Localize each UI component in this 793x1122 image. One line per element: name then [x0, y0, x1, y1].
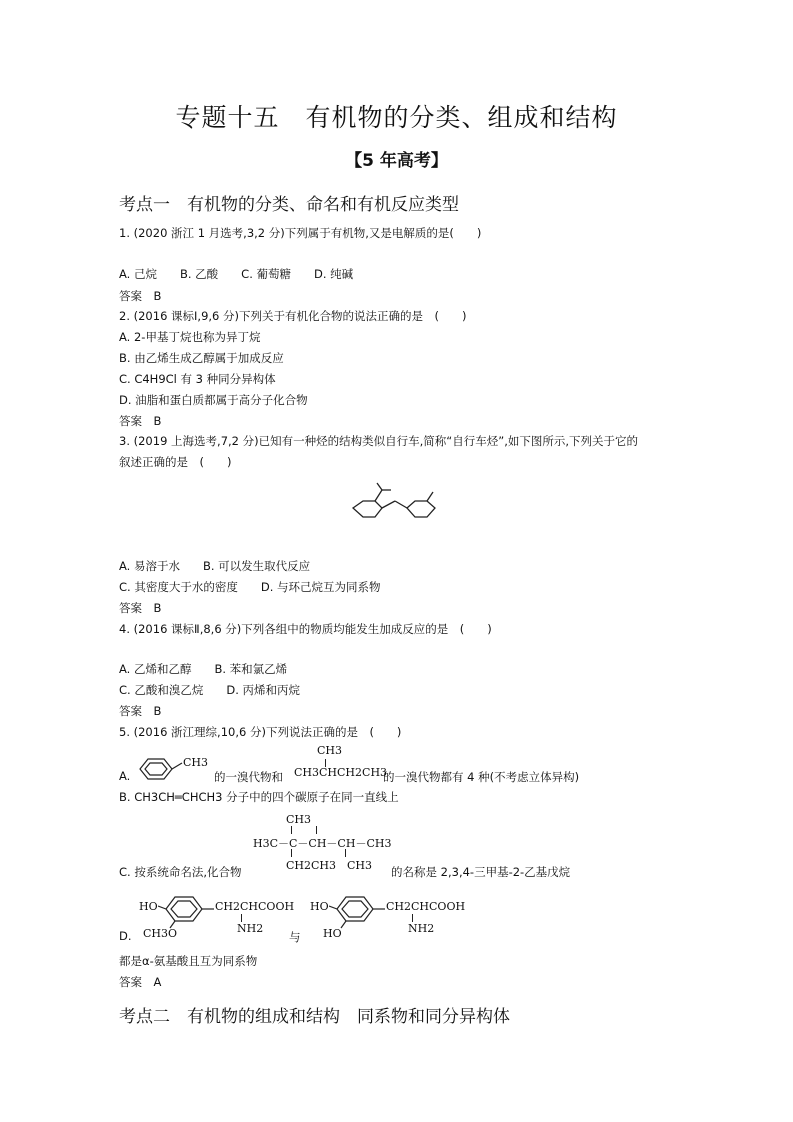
q5-d1-chain: CH2CHCOOH	[215, 900, 295, 913]
page-subtitle: 【5 年高考】	[345, 151, 448, 171]
q5-a-label: A.	[119, 769, 131, 783]
q2-option-a: A. 2-甲基丁烷也称为异丁烷	[119, 330, 261, 344]
q5-d2-chain: CH2CHCOOH	[386, 900, 466, 913]
q3-stem-line2: 叙述正确的是 ( )	[119, 455, 232, 469]
q1-options: A. 己烷 B. 乙酸 C. 葡萄糖 D. 纯碱	[119, 267, 354, 281]
q5-d2-bond	[412, 914, 414, 922]
right-ring	[407, 501, 435, 517]
q5-d-end: 都是α-氨基酸且互为同系物	[119, 954, 258, 968]
q5-d1-nh2: NH2	[237, 922, 264, 935]
section-heading-2: 考点二 有机物的组成和结构 同系物和同分异构体	[119, 1007, 510, 1027]
q5-c-bond-4	[345, 849, 347, 857]
toluene-ch3-label: CH3	[183, 756, 209, 769]
q5-a-chain-top: CH3	[317, 744, 343, 757]
toluene-structure	[134, 754, 212, 784]
q5-d-with: 与	[289, 930, 301, 944]
q5-c-formula-line2: H3C－C－CH－CH－CH3	[253, 837, 392, 850]
q5-c-bond-2	[316, 826, 318, 834]
page-title: 专题十五 有机物的分类、组成和结构	[175, 103, 618, 132]
q3-stem-line1: 3. (2019 上海选考,7,2 分)已知有一种烃的结构类似自行车,简称“自行车烃”,如下图所示,下列关于它的	[119, 434, 639, 448]
q4-answer: 答案 B	[119, 704, 162, 718]
q5-answer: 答案 A	[119, 975, 162, 989]
q5-c-formula-line3: CH2CH3 CH3	[286, 859, 373, 872]
q5-d-label: D.	[119, 929, 132, 943]
q5-c-bond-3	[291, 849, 293, 857]
q2-option-d: D. 油脂和蛋白质都属于高分子化合物	[119, 393, 308, 407]
q5-stem: 5. (2016 浙江理综,10,6 分)下列说法正确的是 ( )	[119, 725, 402, 739]
q4-options-cd: C. 乙酸和溴乙烷 D. 丙烯和丙烷	[119, 683, 301, 697]
q5-d2-nh2: NH2	[408, 922, 435, 935]
q2-option-b: B. 由乙烯生成乙醇属于加成反应	[119, 351, 284, 365]
q5-d1-bond	[241, 914, 243, 922]
q5-c-bond-1	[291, 826, 293, 834]
q2-stem: 2. (2016 课标Ⅰ,9,6 分)下列关于有机化合物的说法正确的是 ( )	[119, 309, 467, 323]
q5-a-mid: 的一溴代物和	[214, 770, 283, 784]
q3-options-cd: C. 其密度大于水的密度 D. 与环己烷互为同系物	[119, 580, 381, 594]
q5-c-end: 的名称是 2,3,4-三甲基-2-乙基戊烷	[391, 865, 571, 879]
bicycle-hydrocarbon-structure	[345, 478, 445, 528]
q5-a-chain: CH3CHCH2CH3	[294, 766, 388, 779]
q5-d2-ho: HO	[310, 900, 329, 913]
section-heading-1: 考点一 有机物的分类、命名和有机反应类型	[119, 195, 459, 215]
q5-option-b: B. CH3CH═CHCH3 分子中的四个碳原子在同一直线上	[119, 790, 399, 804]
q2-answer: 答案 B	[119, 414, 162, 428]
q5-c-formula-line1: CH3	[286, 813, 312, 826]
q3-options-ab: A. 易溶于水 B. 可以发生取代反应	[119, 559, 311, 573]
q1-stem: 1. (2020 浙江 1 月选考,3,2 分)下列属于有机物,又是电解质的是( )	[119, 226, 482, 240]
compound-d1-ring	[158, 890, 216, 932]
compound-d2-ring	[329, 890, 387, 932]
q4-options-ab: A. 乙烯和乙醇 B. 苯和氯乙烯	[119, 662, 288, 676]
q5-d2-ho-lower: HO	[323, 927, 342, 940]
q5-c-label: C. 按系统命名法,化合物	[119, 865, 242, 879]
q2-option-c: C. C4H9Cl 有 3 种同分异构体	[119, 372, 276, 386]
q3-answer: 答案 B	[119, 601, 162, 615]
q5-d1-ho: HO	[139, 900, 158, 913]
q5-a-end: 的一溴代物都有 4 种(不考虑立体异构)	[383, 770, 580, 784]
q5-d1-ch3o: CH3O	[143, 927, 178, 940]
left-ring	[353, 501, 382, 517]
q1-answer: 答案 B	[119, 289, 162, 303]
q4-stem: 4. (2016 课标Ⅱ,8,6 分)下列各组中的物质均能发生加成反应的是 ( )	[119, 622, 492, 636]
